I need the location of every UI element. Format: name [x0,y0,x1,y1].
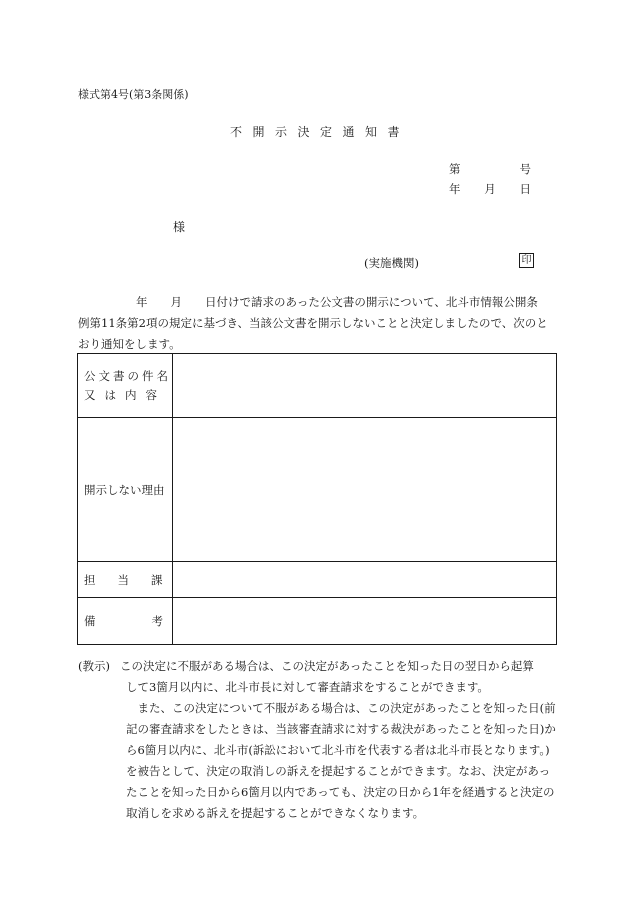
document-number-suffix: 号 [519,162,531,176]
instruction-p2-line2: 記の審査請求をしたときは、当該審査請求に対する裁決があったことを知った日)か [126,722,556,736]
seal-mark: 印 [519,253,534,268]
agency-label: (実施機関) [364,256,419,270]
document-number-prefix: 第 [449,162,461,176]
body-text [78,292,558,355]
notice-table [77,353,557,645]
body-line-2: 例第11条第2項の規定に基づき、当該公文書を開示しないことと決定しましたので、次のと [78,316,548,330]
date-month-label: 月 [484,182,496,196]
table-row-reason [78,418,556,562]
addressee-suffix: 様 [173,220,186,234]
instruction-notice [78,656,568,824]
instruction-p2-line6: 取消しを求める訴えを提起することができなくなります。 [126,806,425,820]
reason-label-cell [78,418,173,561]
document-date-line [449,181,531,197]
document-number-line [449,161,531,177]
department-label-cell [78,562,185,597]
form-number: 様式第4号(第3条関係) [78,88,189,101]
reason-label: 開示しない理由 [84,482,165,497]
table-row-department [78,562,556,598]
department-label: 担当課 [84,572,185,587]
instruction-p2-line5: たことを知った日から6箇月以内であっても、決定の日から1年を経過すると決定の [126,785,555,799]
subject-label-line1: 公文書の件名 [84,369,171,383]
subject-label-line2: 又は内容 [84,388,166,402]
date-year-label: 年 [449,182,461,196]
instruction-line-1 [78,656,568,677]
instruction-p2-line3: ら6箇月以内に、北斗市(訴訟において北斗市を代表する者は北斗市長となります。) [126,743,550,757]
remarks-label: 備考 [84,614,219,628]
instruction-p2-line4: を被告として、決定の取消しの訴えを提起することができます。なお、決定があっ [126,764,551,778]
subject-label-cell [78,354,173,417]
table-row-subject [78,354,556,418]
document-title: 不開示決定通知書 [230,125,411,139]
table-row-remarks [78,598,556,644]
instruction-label: (教示) [78,659,110,673]
instruction-p1-line2: して3箇月以内に、北斗市長に対して審査請求をすることができます。 [126,680,489,694]
date-day-label: 日 [519,182,531,196]
body-line-3: おり通知をします。 [78,337,181,351]
instruction-p2-line1: また、この決定について不服がある場合は、この決定があったことを知った日(前 [126,701,556,715]
instruction-p1-line1: この決定に不服がある場合は、この決定があったことを知った日の翌日から起算 [119,659,534,673]
body-line-1: 年 月 日付けで請求のあった公文書の開示について、北斗市情報公開条 [136,295,538,309]
remarks-label-cell [78,598,219,644]
